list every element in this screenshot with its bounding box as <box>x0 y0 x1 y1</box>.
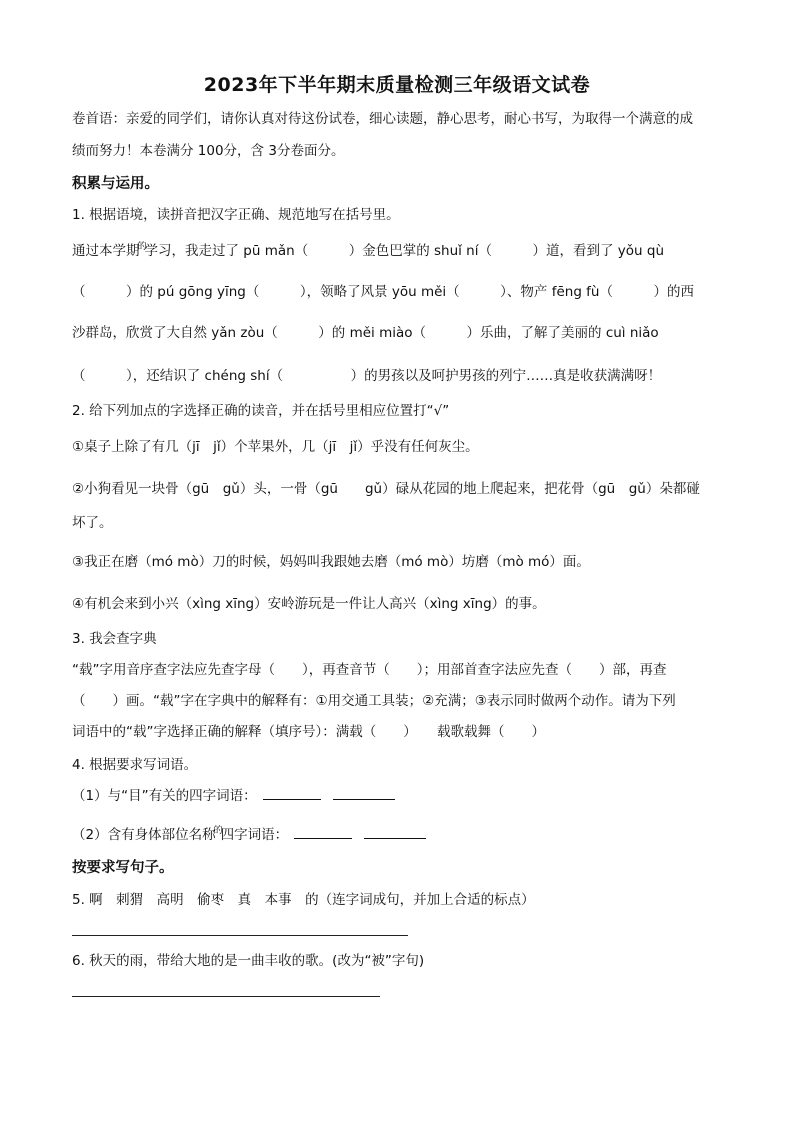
question-2-item-4: ④有机会来到小兴（xìng xīng）安岭游玩是一件让人高兴（xìng xīng）的事。 <box>72 596 546 612</box>
answer-blank[interactable] <box>294 826 352 839</box>
answer-blank[interactable] <box>364 826 426 839</box>
q4-superscript: 的 <box>213 826 223 836</box>
question-4-item-1 <box>72 786 401 806</box>
question-1-line-3: 沙群岛，欣赏了大自然 yǎn zòu（ ）的 měi miào（ ）乐曲，了解了美丽的 cuì niǎo <box>72 325 659 341</box>
section-heading-sentences: 按要求写句子。 <box>72 860 174 876</box>
question-1-line-1 <box>72 241 664 263</box>
answer-blank[interactable] <box>333 787 395 800</box>
question-4-title: 4. 根据要求写词语。 <box>72 757 198 773</box>
question-2-item-2: ②小狗看见一块骨（gū gǔ）头，一骨（gū gǔ）碌从花园的地上爬起来，把花骨（gū gǔ）朵都碰 <box>72 481 700 497</box>
question-2-item-3: ③我正在磨（mó mò）刀的时候，妈妈叫我跟她去磨（mó mò）坊磨（mò mó）面。 <box>72 554 590 570</box>
section-heading-accumulation: 积累与运用。 <box>72 176 159 192</box>
question-1-line-4: （ ），还结识了 chéng shí（ ）的男孩以及呵护男孩的列宁……真是收获满满呀！ <box>72 368 662 384</box>
question-6-answer-line[interactable] <box>72 996 380 997</box>
question-3-title: 3. 我会查字典 <box>72 631 157 647</box>
q1-superscript: 的 <box>137 242 147 252</box>
answer-blank[interactable] <box>263 787 321 800</box>
question-3-line-1: “载”字用音序查字法应先查字母（ ），再查音节（ ）；用部首查字法应先查（ ）部，再查 <box>72 662 667 678</box>
question-2-title: 2. 给下列加点的字选择正确的读音，并在括号里相应位置打“√” <box>72 403 450 419</box>
question-5-answer-line[interactable] <box>72 935 408 936</box>
question-3-line-3: 词语中的“载”字选择正确的解释（填序号）：满载（ ） 载歌载舞（ ） <box>72 724 545 740</box>
intro-line-1: 卷首语：亲爱的同学们，请你认真对待这份试卷，细心读题，静心思考，耐心书写，为取得一个满意的成 <box>72 111 693 127</box>
exam-title: 2023年下半年期末质量检测三年级语文试卷 <box>203 74 591 96</box>
question-1-title: 1. 根据语境，读拼音把汉字正确、规范地写在括号里。 <box>72 207 400 223</box>
q1-text-b: 学习，我走过了 pū mǎn（ ）金色巴掌的 shuǐ ní（ ）道，看到了 yǒu qù <box>144 243 665 259</box>
question-6: 6. 秋天的雨，带给大地的是一曲丰收的歌。(改为“被”字句) <box>72 953 425 969</box>
question-5: 5. 啊 刺猬 高明 偷枣 真 本事 的（连字词成句，并加上合适的标点） <box>72 892 535 908</box>
q4-item-1-label: （1）与“目”有关的四字词语： <box>72 788 257 804</box>
question-4-item-2 <box>72 825 432 847</box>
intro-line-2: 绩而努力！本卷满分 100分，含 3分卷面分。 <box>72 143 345 159</box>
question-1-line-2: （ ）的 pú gōng yīng（ ），领略了风景 yōu měi（ ）、物产 fēng fù（ ）的西 <box>72 284 694 300</box>
q4-item-2-label-b: 四字词语： <box>220 827 289 843</box>
q4-item-2-label-a: （2）含有身体部位名称 <box>72 827 216 843</box>
question-3-line-2: （ ）画。“载”字在字典中的解释有：①用交通工具装；②充满；③表示同时做两个动作。请为下列 <box>72 693 676 709</box>
question-2-item-1: ①桌子上除了有几（jī jǐ）个苹果外，几（jī jǐ）乎没有任何灰尘。 <box>72 439 479 455</box>
question-2-item-2-cont: 坏了。 <box>72 515 113 531</box>
q1-text-a: 通过本学期 <box>72 243 140 259</box>
